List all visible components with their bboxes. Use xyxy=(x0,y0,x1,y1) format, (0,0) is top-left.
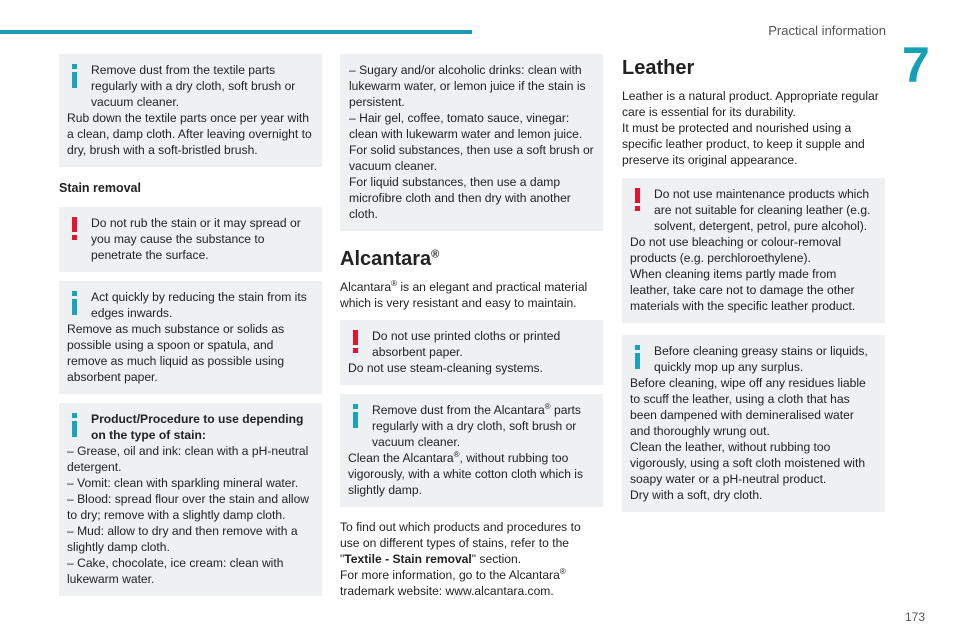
column-1 xyxy=(59,54,322,605)
list-item: For liquid substances, then use a damp microfibre cloth and then dry with another cloth. xyxy=(349,175,571,221)
warning-text: Do not use bleaching or colour-removal products (e.g. perchloroethylene). xyxy=(630,235,842,265)
stain-removal-heading: Stain removal xyxy=(59,181,141,195)
info-box-textile-dust xyxy=(59,54,322,167)
list-item: For solid substances, then use a soft brush or vacuum cleaner. xyxy=(349,143,594,173)
info-icon xyxy=(630,345,644,367)
info-text: Rub down the textile parts once per year with a clean, damp cloth. After leaving overnight to dry, brush with a soft-bristled brush. xyxy=(67,111,312,157)
warning-icon xyxy=(630,188,644,210)
warning-icon xyxy=(67,217,81,239)
section-title: Practical information xyxy=(768,23,886,38)
section-reference: Textile - Stain removal xyxy=(344,552,472,566)
info-text: Remove dust from the textile parts regularly with a dry cloth, soft brush or vacuum cleaner. xyxy=(91,63,296,109)
warning-text: Do not use printed cloths or printed absorbent paper. xyxy=(372,329,561,359)
info-box-leather-cleaning xyxy=(622,335,885,512)
info-heading: Product/Procedure to use depending on the type of stain: xyxy=(91,412,304,442)
info-text: Remove dust from the Alcantara® parts regularly with a dry cloth, soft brush or vacuum cleaner. xyxy=(372,401,581,449)
info-box-stain-types xyxy=(59,403,322,596)
warning-icon xyxy=(348,330,362,352)
list-item: – Mud: allow to dry and then remove with a slightly damp cloth. xyxy=(67,524,298,554)
warning-text: Do not use steam-cleaning systems. xyxy=(348,361,543,375)
chapter-number: 7 xyxy=(902,37,930,93)
info-text: Clean the Alcantara®, without rubbing too vigorously, with a white cotton cloth which is slightly damp. xyxy=(348,449,584,497)
list-item: – Hair gel, coffee, tomato sauce, vinegar: clean with lukewarm water and lemon juice. xyxy=(349,111,583,141)
info-box-drinks xyxy=(340,54,603,231)
list-item: – Blood: spread flour over the stain and allow to dry; remove with a slightly damp cloth. xyxy=(67,492,310,522)
info-icon xyxy=(67,64,81,86)
leather-intro: Leather is a natural product. Appropriate regular care is essential for its durability. It must be protected and nourished using a specific leather product, to keep it supple and preserve its original appearance. xyxy=(622,89,879,167)
info-text: Before cleaning, wipe off any residues liable to scuff the leather, using a cloth that has been dampened with demineralised water and thoroughly wrung out. xyxy=(630,376,866,438)
info-box-act-quickly xyxy=(59,281,322,394)
info-icon xyxy=(67,291,81,313)
warning-text: When cleaning items partly made from leather, take care not to damage the other materials with the specific leather product. xyxy=(630,267,856,313)
list-item: – Grease, oil and ink: clean with a pH-neutral detergent. xyxy=(67,444,309,474)
warning-box-rub xyxy=(59,207,322,272)
info-icon xyxy=(67,413,81,435)
warning-text: Do not use maintenance products which are not suitable for cleaning leather (e.g. solvent, detergent, petrol, pure alcohol). xyxy=(654,187,871,233)
list-item: – Sugary and/or alcoholic drinks: clean with lukewarm water, or lemon juice if the stain is persistent. xyxy=(349,63,586,109)
info-text: Remove as much substance or solids as possible using a spoon or spatula, and remove as much liquid as possible using absorbent paper. xyxy=(67,322,285,384)
warning-text: Do not rub the stain or it may spread or you may cause the substance to penetrate the surface. xyxy=(91,216,301,262)
info-text: Dry with a soft, dry cloth. xyxy=(630,488,763,502)
info-text: Before cleaning greasy stains or liquids, quickly mop up any surplus. xyxy=(654,344,868,374)
list-item: – Cake, chocolate, ice cream: clean with lukewarm water. xyxy=(67,556,284,586)
page-number: 173 xyxy=(905,610,926,624)
header-accent-bar xyxy=(0,30,472,34)
alcantara-outro: To find out which products and procedures to use on different types of stains, refer to the "Textile - Stain removal" section. For more information, go to the Alcantara® trademark website: www.alcantara.com. xyxy=(340,520,581,598)
warning-box-printed-cloths xyxy=(340,320,603,385)
leather-heading: Leather xyxy=(622,57,695,79)
info-icon xyxy=(348,404,362,426)
alcantara-heading: Alcantara® xyxy=(340,248,440,270)
column-3 xyxy=(622,54,885,521)
list-item: – Vomit: clean with sparkling mineral water. xyxy=(67,476,299,490)
info-text: Act quickly by reducing the stain from its edges inwards. xyxy=(91,290,307,320)
info-text: Clean the leather, without rubbing too vigorously, using a soft cloth moistened with soapy water or a pH-neutral product. xyxy=(630,440,866,486)
info-box-alcantara-dust xyxy=(340,394,603,507)
alcantara-intro: Alcantara® is an elegant and practical material which is very resistant and easy to maintain. xyxy=(340,278,588,310)
column-2 xyxy=(340,54,603,608)
warning-box-leather-products xyxy=(622,178,885,323)
